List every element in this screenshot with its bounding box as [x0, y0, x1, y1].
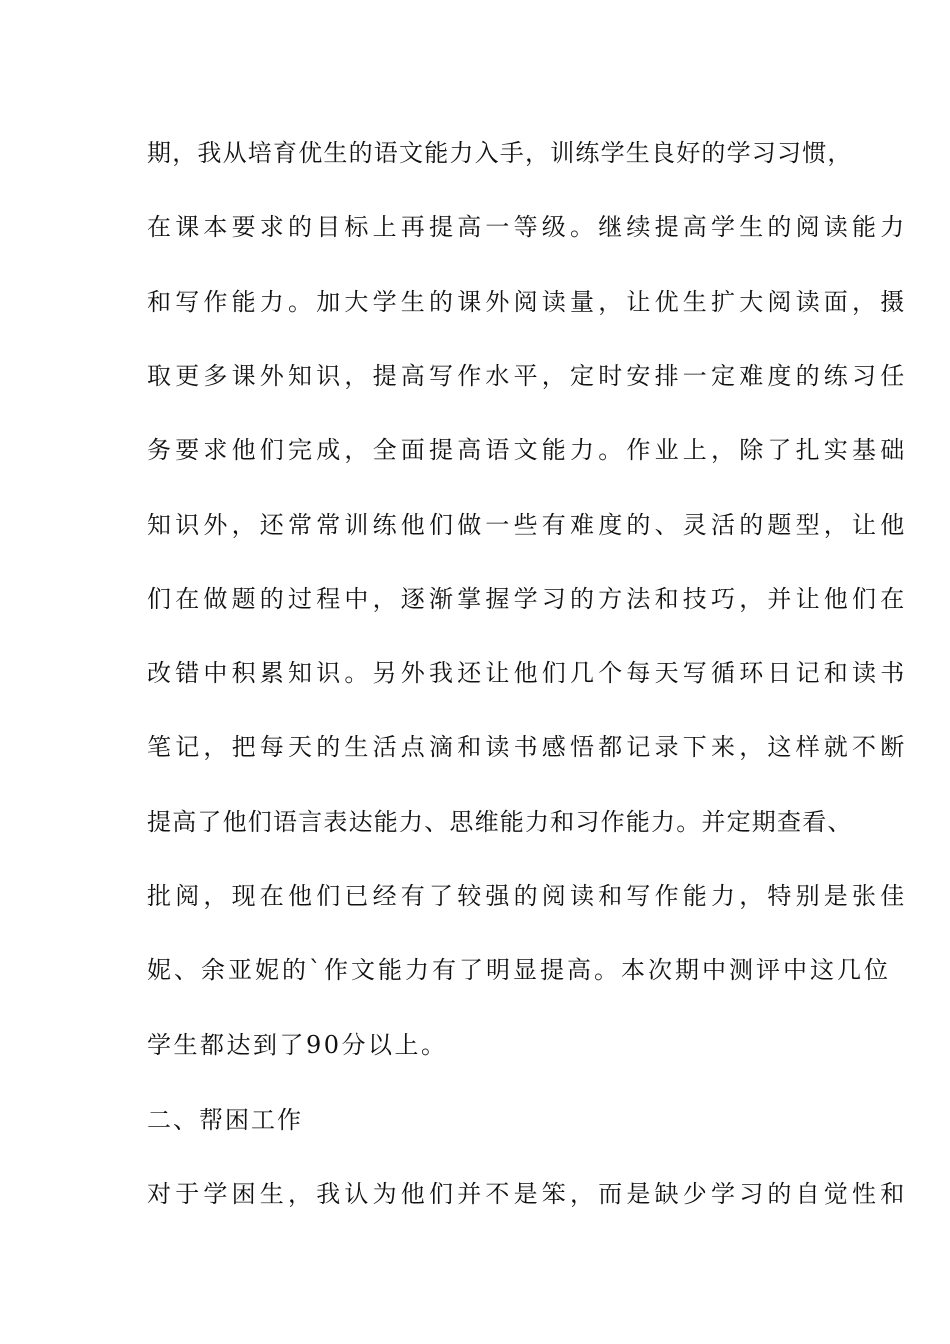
text-line-8: 改错中积累知识。另外我还让他们几个每天写循环日记和读书	[147, 659, 909, 687]
text-line-4: 取更多课外知识，提高写作水平，定时安排一定难度的练习任	[147, 362, 909, 390]
text-line-5: 务要求他们完成，全面提高语文能力。作业上，除了扎实基础	[147, 436, 909, 464]
text-line-10: 提高了他们语言表达能力、思维能力和习作能力。并定期查看、	[147, 808, 853, 836]
text-line-1: 期，我从培育优生的语文能力入手，训练学生良好的学习习惯，	[147, 139, 853, 167]
text-line-7: 们在做题的过程中，逐渐掌握学习的方法和技巧，并让他们在	[147, 585, 909, 613]
section-heading: 二、帮困工作	[147, 1106, 303, 1134]
text-line-11: 批阅，现在他们已经有了较强的阅读和写作能力，特别是张佳	[147, 882, 909, 910]
text-line-2: 在课本要求的目标上再提高一等级。继续提高学生的阅读能力	[147, 213, 909, 241]
text-line-6: 知识外，还常常训练他们做一些有难度的、灵活的题型，让他	[147, 511, 909, 539]
text-line-13: 学生都达到了90分以上。	[147, 1031, 448, 1059]
text-line-15: 对于学困生，我认为他们并不是笨，而是缺少学习的自觉性和	[147, 1180, 909, 1208]
text-line-3: 和写作能力。加大学生的课外阅读量，让优生扩大阅读面，摄	[147, 288, 909, 316]
text-line-9: 笔记，把每天的生活点滴和读书感悟都记录下来，这样就不断	[147, 733, 909, 761]
text-line-12: 妮、余亚妮的`作文能力有了明显提高。本次期中测评中这几位	[147, 956, 891, 984]
